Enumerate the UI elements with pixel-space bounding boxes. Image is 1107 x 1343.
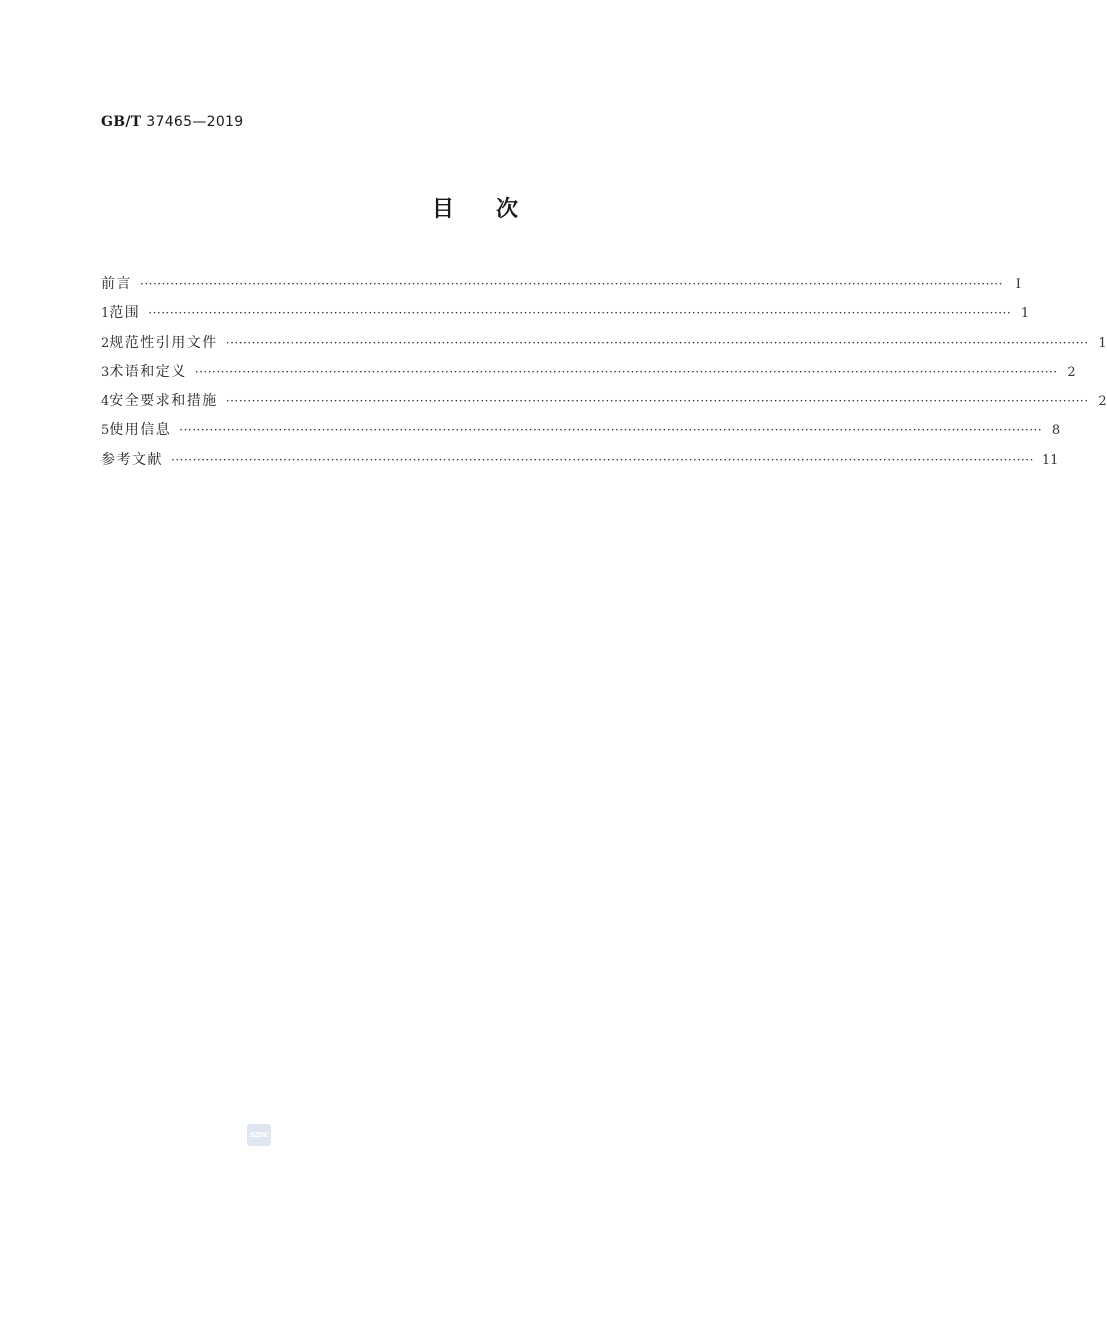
toc-entry-bibliography[interactable]	[101, 450, 1059, 479]
toc-entry-page: 8	[1051, 423, 1061, 439]
standard-number: 37465—2019	[146, 114, 244, 130]
toc-entry-safety-requirements[interactable]	[101, 391, 1107, 420]
toc-entry-page: 1	[1020, 306, 1030, 322]
toc-entry-page: 2	[1098, 394, 1107, 410]
toc-entry-page: 11	[1041, 452, 1059, 468]
toc-entry-label: 安全要求和措施	[109, 393, 218, 410]
toc-leader-dots: ········································································································································································································	[171, 452, 1034, 467]
watermark-logo	[247, 1124, 271, 1146]
toc-entry-scope[interactable]	[101, 303, 1030, 332]
toc-entry-number: 5	[101, 423, 110, 439]
toc-entry-label: 规范性引用文件	[109, 334, 218, 351]
toc-entry-label: 范围	[109, 305, 141, 322]
toc-entry-label: 使用信息	[109, 422, 172, 439]
toc-entry-label: 术语和定义	[109, 363, 187, 380]
toc-entry-page: Ⅰ	[1015, 277, 1021, 292]
toc-leader-dots: ········································································································································································································	[140, 277, 1003, 291]
watermark-text: SZIIC	[249, 1131, 269, 1139]
toc-entry-number: 2	[101, 335, 110, 351]
toc-entry-label: 前言	[101, 276, 132, 292]
toc-leader-dots: ········································································································································································································	[194, 364, 1058, 379]
standard-prefix: GB/T	[101, 114, 142, 130]
toc-entry-number: 1	[101, 306, 110, 322]
toc-leader-dots: ········································································································································································································	[225, 335, 1089, 350]
toc-entry-number: 3	[101, 364, 110, 380]
toc-entry-page: 1	[1098, 335, 1107, 351]
standard-code	[101, 113, 243, 131]
toc-entry-information-for-use[interactable]	[101, 420, 1061, 449]
toc-title: 目次	[431, 197, 560, 222]
table-of-contents	[101, 274, 1107, 479]
toc-entry-page: 2	[1067, 364, 1076, 380]
toc-leader-dots: ········································································································································································································	[179, 423, 1043, 438]
toc-entry-foreword[interactable]	[101, 274, 1021, 303]
toc-leader-dots: ········································································································································································································	[148, 306, 1012, 321]
toc-entry-terms-definitions[interactable]	[101, 362, 1076, 391]
toc-entry-number: 4	[101, 394, 110, 410]
toc-entry-normative-references[interactable]	[101, 333, 1107, 362]
toc-entry-label: 参考文献	[101, 451, 163, 468]
toc-leader-dots: ········································································································································································································	[225, 394, 1089, 409]
